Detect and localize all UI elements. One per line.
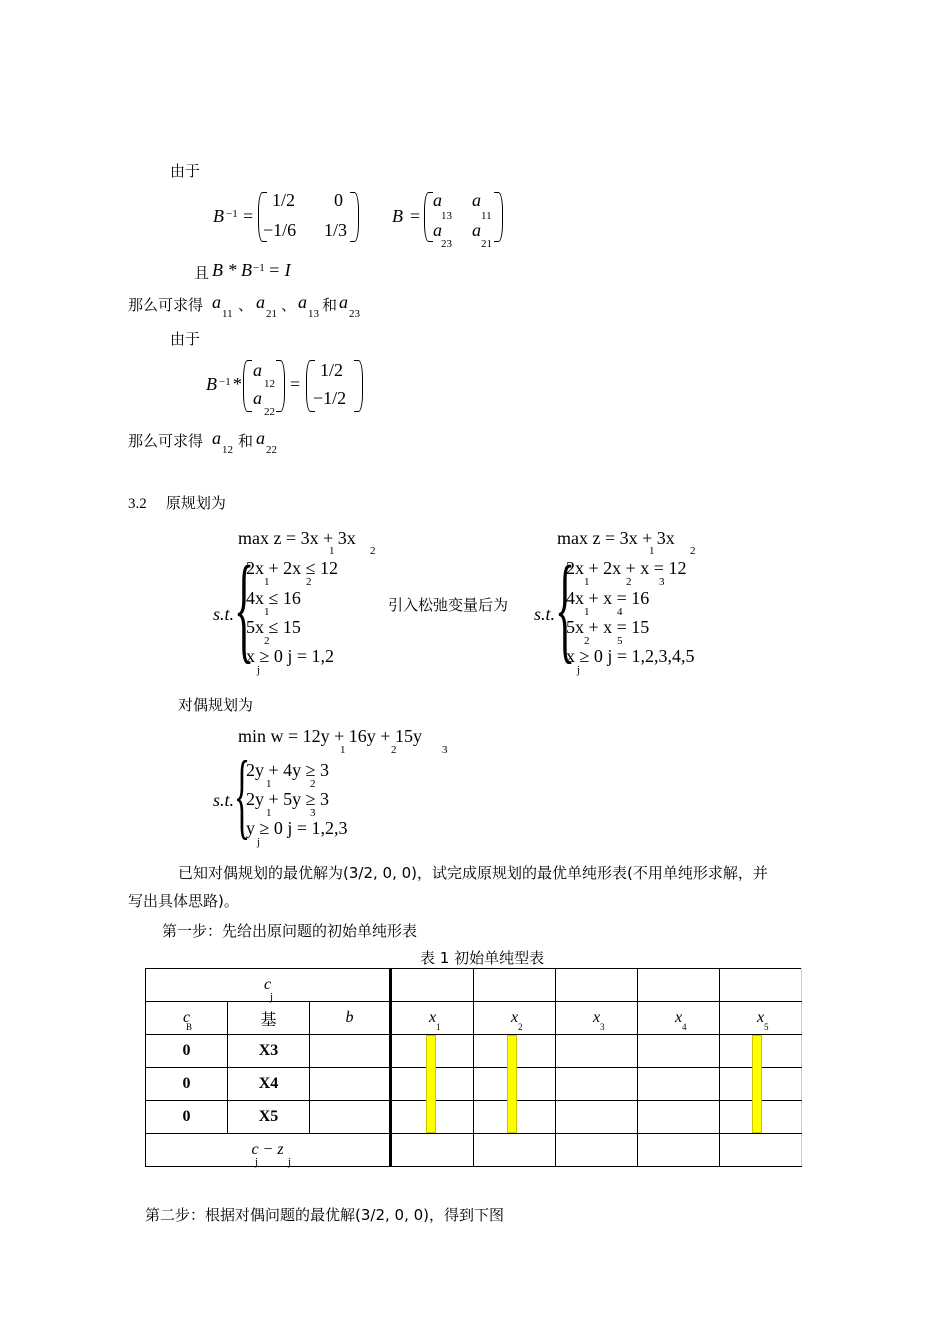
st-label: s.t. — [213, 790, 235, 810]
b-exponent: −1 — [226, 208, 238, 220]
paragraph-line-1: 已知对偶规划的最优解为(3/2, 0, 0)，试完成原规划的最优单纯形表(不用单纯形求解，并 — [178, 864, 768, 882]
b-symbol: B — [392, 206, 403, 226]
dual-title: 对偶规划为 — [178, 696, 254, 714]
brace: { — [555, 541, 576, 674]
constraint-3: y ≥ 0 j = 1,2,3 — [246, 818, 348, 838]
table-row: 0 X3 — [146, 1035, 802, 1068]
b-header: b — [310, 1002, 391, 1035]
equals-sign: = — [290, 374, 301, 394]
matrix-cell: 1/3 — [324, 220, 348, 240]
subscript: 21 — [481, 238, 492, 250]
subscript: 23 — [441, 238, 452, 250]
and-label: 且 — [194, 264, 210, 282]
subscript: 23 — [349, 308, 360, 320]
constraint-3: 5x + x = 15 — [566, 617, 650, 637]
table-row: 0 X5 — [146, 1101, 802, 1134]
cj-header: c j — [146, 969, 391, 1002]
separator: 、 — [238, 296, 254, 314]
equals-sign: = — [243, 206, 254, 226]
subscript: 12 — [264, 378, 275, 390]
right-paren — [354, 360, 363, 412]
objective: max z = 3x + 3x — [557, 528, 675, 548]
cj-zj-row-label: c − z j j — [146, 1134, 391, 1167]
step-2: 第二步：根据对偶问题的最优解(3/2, 0, 0)，得到下图 — [145, 1206, 505, 1224]
subscript: 13 — [308, 308, 319, 320]
section-heading — [128, 492, 226, 513]
x2-header: x 2 — [474, 1002, 556, 1035]
basis-header: 基 — [228, 1002, 310, 1035]
constraint-1: 2x + 2x ≤ 12 — [246, 558, 339, 578]
expr: B * B — [212, 260, 252, 280]
since-label-1: 由于 — [170, 162, 201, 180]
subscript: 12 — [222, 444, 233, 456]
cb-header: c B — [146, 1002, 228, 1035]
matrix-entry: a — [472, 220, 481, 240]
matrix-cell: 0 — [334, 190, 343, 210]
x5-header: x 5 — [720, 1002, 802, 1035]
subscript: 11 — [481, 210, 492, 222]
left-paren — [243, 360, 252, 412]
paragraph-line-2: 写出具体思路)。 — [128, 892, 239, 910]
subscript: 13 — [441, 210, 452, 222]
constraint-4: x ≥ 0 j = 1,2,3,4,5 — [566, 646, 695, 666]
subscript: 22 — [266, 444, 277, 456]
equals-sign: = — [410, 206, 421, 226]
x4-header: x 4 — [638, 1002, 720, 1035]
x1-header: x 1 — [391, 1002, 474, 1035]
subscript: 21 — [266, 308, 277, 320]
objective: min w = 12y + 16y + 15y — [238, 726, 422, 746]
subscript: 22 — [264, 406, 275, 418]
step-1: 第一步：先给出原问题的初始单纯形表 — [162, 922, 418, 940]
highlight-bar-x2 — [507, 1035, 517, 1133]
constraint-2: 4x + x = 16 — [566, 588, 650, 608]
right-paren — [350, 192, 359, 242]
constraint-2: 2y + 5y ≥ 3 — [246, 789, 330, 809]
st-label: s.t. — [534, 604, 556, 624]
matrix-entry: a — [472, 190, 481, 210]
vector-entry: −1/2 — [313, 388, 347, 408]
simplex-table — [145, 968, 802, 1167]
matrix-cell: −1/6 — [263, 220, 297, 240]
b-symbol: B — [206, 374, 217, 394]
table-caption: 表 1 初始单纯型表 — [420, 949, 545, 967]
constraint-2: 4x ≤ 16 — [246, 588, 301, 608]
matrix-entry: a — [433, 220, 442, 240]
left-paren — [424, 192, 433, 242]
b-symbol: B — [213, 206, 224, 226]
star: * — [233, 374, 242, 394]
and-word: 和 — [238, 432, 254, 450]
subscript: 11 — [222, 308, 233, 320]
right-paren — [276, 360, 285, 412]
section-number: 3.2 — [128, 496, 147, 512]
vector-entry: 1/2 — [320, 360, 344, 380]
x3-header: x 3 — [556, 1002, 638, 1035]
exponent: −1 — [219, 376, 231, 388]
slack-label: 引入松弛变量后为 — [388, 596, 509, 614]
find-prefix: 那么可求得 — [128, 432, 204, 450]
objective: max z = 3x + 3x — [238, 528, 356, 548]
rhs: = I — [268, 260, 291, 280]
matrix-cell: 1/2 — [272, 190, 296, 210]
right-paren — [494, 192, 503, 242]
since-label-2: 由于 — [170, 330, 201, 348]
and-word: 和 — [322, 296, 338, 314]
find-prefix: 那么可求得 — [128, 296, 204, 314]
section-title: 原规划为 — [165, 494, 226, 512]
constraint-4: x ≥ 0 j = 1,2 — [246, 646, 335, 666]
brace: { — [234, 741, 251, 848]
constraint-1: 2y + 4y ≥ 3 — [246, 760, 330, 780]
matrix-entry: a — [433, 190, 442, 210]
separator: 、 — [281, 296, 297, 314]
constraint-3: 5x ≤ 15 — [246, 617, 301, 637]
exponent: −1 — [253, 262, 265, 274]
table-row: 0 X4 — [146, 1068, 802, 1101]
constraint-1: 2x + 2x + x = 12 — [566, 558, 687, 578]
highlight-bar-x5 — [752, 1035, 762, 1133]
st-label: s.t. — [213, 604, 235, 624]
highlight-bar-x1 — [426, 1035, 436, 1133]
brace: { — [234, 541, 255, 674]
